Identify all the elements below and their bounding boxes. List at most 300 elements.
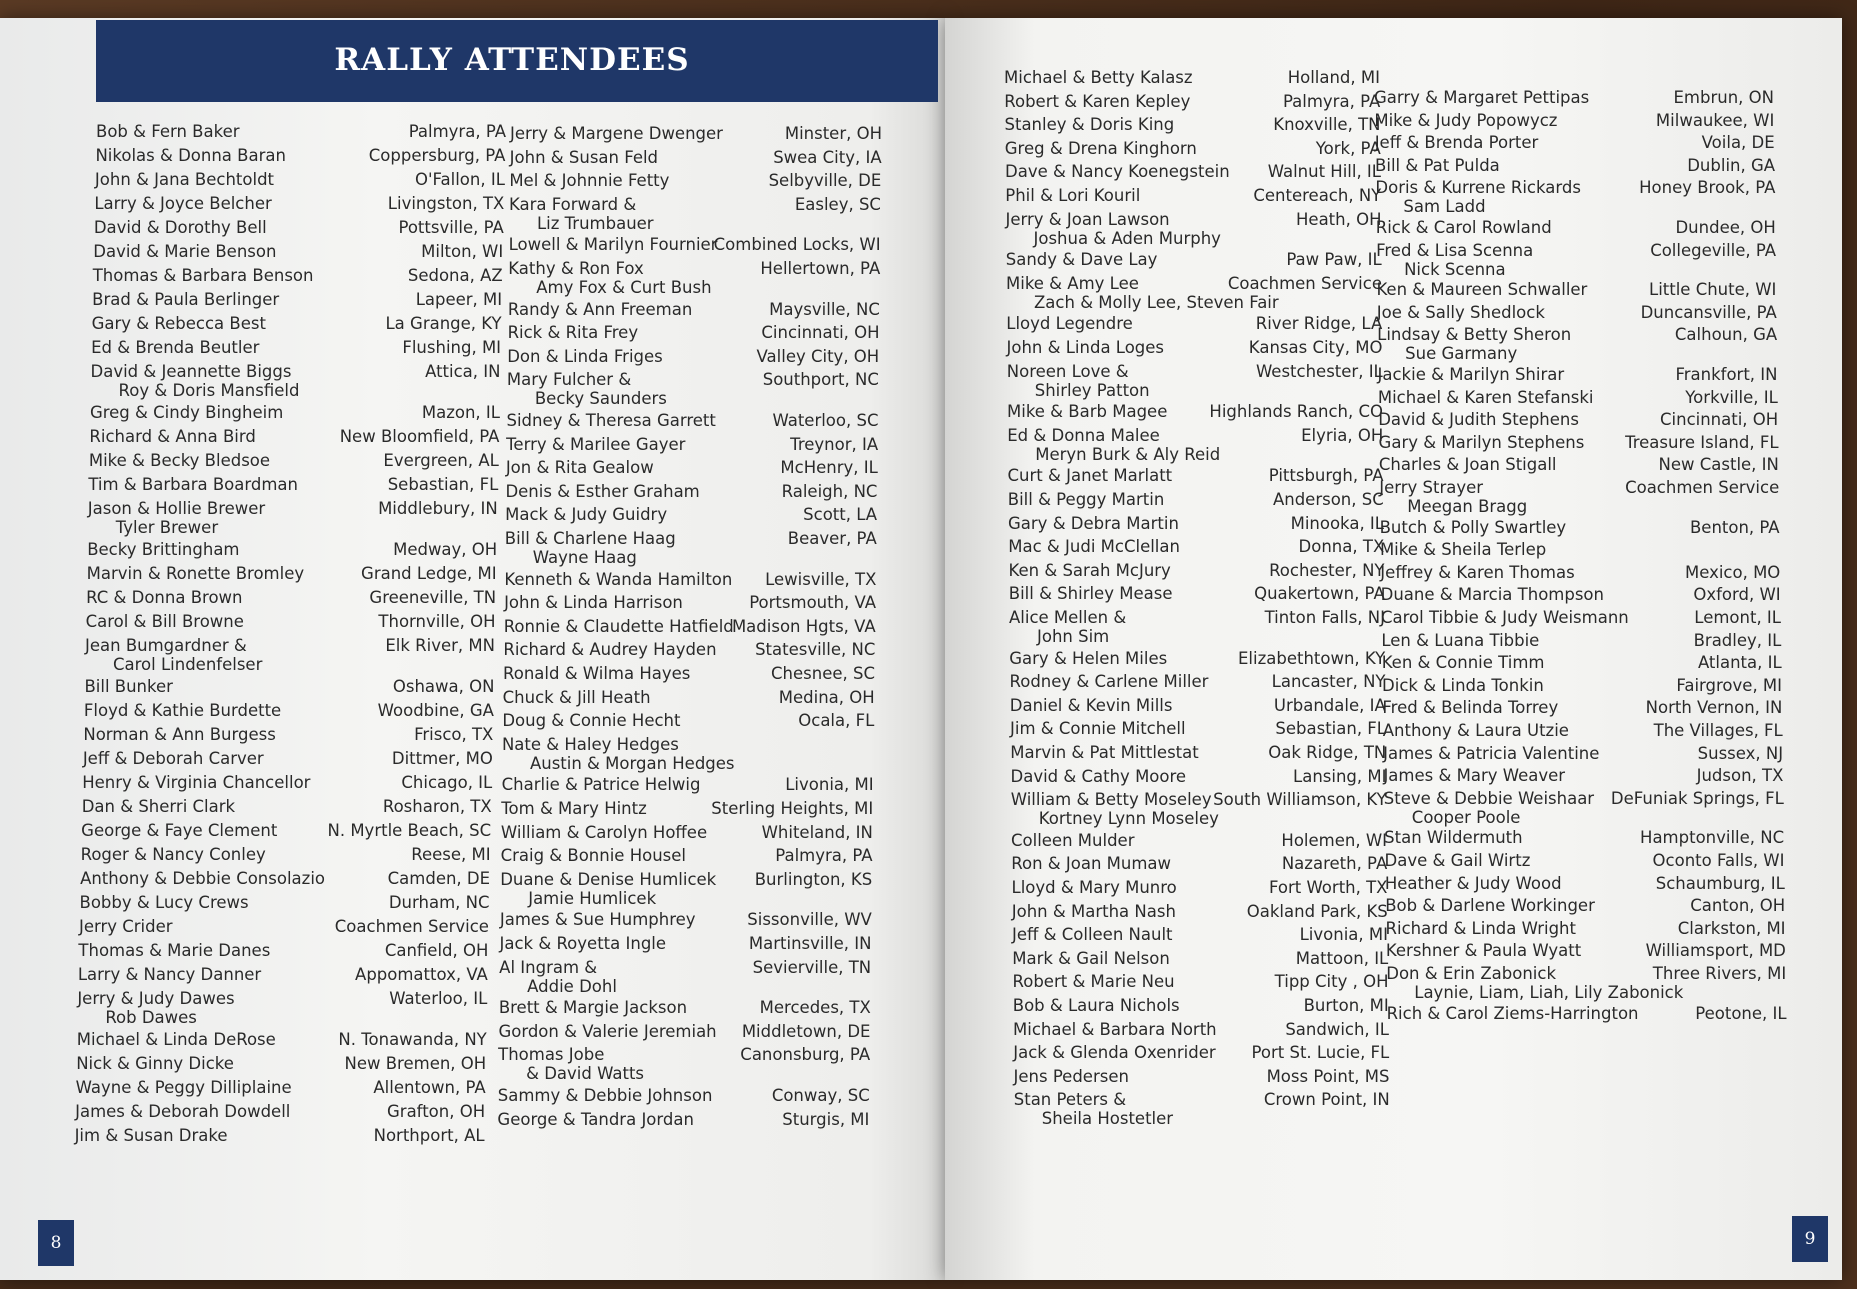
attendee-city: Easley, SC <box>794 194 881 214</box>
attendee-city: Peotone, IL <box>1695 1003 1787 1023</box>
attendee-entry <box>83 725 493 744</box>
attendee-name: Al Ingram & <box>499 957 598 977</box>
attendee-city: Elizabethtown, KY <box>1238 648 1386 668</box>
attendee-city: Frisco, TX <box>414 725 494 744</box>
attendee-name: Bill & Charlene Haag <box>504 529 676 548</box>
attendee-city: Grand Ledge, MI <box>361 564 497 583</box>
attendee-city: Camden, DE <box>387 869 491 888</box>
attendee-additional-names: Amy Fox & Curt Bush <box>536 278 712 297</box>
attendee-city: Lancaster, NY <box>1271 672 1386 692</box>
attendee-name: Garry & Margaret Pettipas <box>1374 88 1590 107</box>
attendee-name: Mack & Judy Guidry <box>505 505 668 525</box>
attendee-name: Michael & Barbara North <box>1013 1019 1217 1039</box>
attendee-city: Kansas City, MO <box>1248 338 1383 357</box>
attendee-entry <box>1378 410 1778 429</box>
attendee-city: Burlington, KS <box>754 869 873 889</box>
attendee-city: Raleigh, NC <box>781 481 878 501</box>
attendee-entry <box>1375 156 1775 175</box>
attendee-city: New Bloomfield, PA <box>339 427 500 446</box>
attendee-city: River Ridge, LA <box>1255 314 1383 334</box>
attendee-additional-names: John Sim <box>1037 627 1110 646</box>
attendee-city: Donna, TX <box>1298 537 1385 557</box>
attendee-city: Duncansville, PA <box>1640 302 1777 322</box>
attendee-entry <box>79 917 489 936</box>
attendee-entry <box>1011 790 1387 828</box>
attendee-city: Sussex, NJ <box>1697 743 1784 763</box>
attendee-entry <box>1006 210 1382 248</box>
attendee-city: Calhoun, GA <box>1674 325 1778 345</box>
attendee-name: Norman & Ann Burgess <box>83 725 276 744</box>
attendee-entry <box>82 797 492 816</box>
attendee-city: Sebastian, FL <box>387 475 499 494</box>
attendee-entry <box>498 1045 870 1083</box>
attendee-name: Alice Mellen & <box>1009 608 1127 627</box>
title-banner <box>96 20 938 102</box>
attendee-city: Maysville, NC <box>769 299 880 319</box>
attendee-entry <box>1375 178 1775 216</box>
attendee-entry <box>78 965 488 984</box>
attendee-name: Bobby & Lucy Crews <box>79 893 249 912</box>
attendee-city: Beaver, PA <box>787 529 877 548</box>
attendee-entry <box>1013 1020 1389 1039</box>
attendee-entry <box>504 593 876 612</box>
attendee-city: Highlands Ranch, CO <box>1209 402 1383 422</box>
attendee-name: Jason & Hollie Brewer <box>87 499 266 518</box>
attendee-city: Mattoon, IL <box>1295 948 1389 968</box>
attendee-name: Jerry & Judy Dawes <box>77 989 235 1008</box>
attendee-name: Lloyd & Mary Munro <box>1011 878 1177 897</box>
attendee-name: Jim & Connie Mitchell <box>1010 719 1186 739</box>
attendee-name: Joe & Sally Shedlock <box>1376 302 1545 322</box>
attendee-entry <box>1008 514 1384 533</box>
attendee-entry <box>1385 896 1785 915</box>
attendee-entry <box>1008 490 1384 509</box>
attendee-city: Holland, MI <box>1287 68 1380 87</box>
attendee-entry <box>1375 133 1775 152</box>
attendee-city: Livonia, MI <box>1299 925 1388 945</box>
page-number-left <box>38 1220 74 1266</box>
attendee-city: Cincinnati, OH <box>1660 410 1779 430</box>
attendee-name: Sidney & Theresa Garrett <box>506 411 716 430</box>
attendee-entry <box>1374 111 1774 130</box>
attendee-name: RC & Donna Brown <box>86 588 243 607</box>
attendee-city: Conway, SC <box>771 1086 870 1105</box>
attendee-name: Mel & Johnnie Fetty <box>509 171 670 191</box>
attendee-name: Mike & Becky Bledsoe <box>88 451 271 470</box>
attendee-city: Medway, OH <box>393 540 498 559</box>
attendee-name: Sammy & Debbie Johnson <box>497 1086 713 1105</box>
attendee-city: Dittmer, MO <box>391 749 493 768</box>
attendee-additional-names: Carol Lindenfelser <box>113 655 263 674</box>
attendee-entry <box>96 122 506 141</box>
attendee-city: Sedona, AZ <box>407 266 503 285</box>
attendee-additional-names: Wayne Haag <box>532 548 637 567</box>
attendee-entry <box>1383 744 1783 763</box>
attendee-name: David & Cathy Moore <box>1010 766 1187 786</box>
attendee-city: New Bremen, OH <box>344 1054 487 1073</box>
attendee-name: John & Linda Loges <box>1006 338 1165 357</box>
attendee-name: Larry & Joyce Belcher <box>94 194 272 213</box>
attendee-entry <box>498 1086 870 1105</box>
attendee-name: Phil & Lori Kouril <box>1005 186 1141 205</box>
attendee-city: Voila, DE <box>1701 133 1775 153</box>
attendee-name: Bob & Fern Baker <box>96 122 240 141</box>
attendee-name: Stanley & Doris King <box>1004 115 1175 135</box>
attendee-city: Atlanta, IL <box>1697 653 1782 673</box>
attendee-city: Milton, WI <box>421 242 504 261</box>
attendee-city: Oconto Falls, WI <box>1652 851 1785 870</box>
attendee-entry <box>1381 585 1781 604</box>
attendee-city: Medina, OH <box>778 687 875 707</box>
attendee-entry <box>503 664 875 683</box>
attendee-city: Benton, PA <box>1689 517 1780 537</box>
attendee-name: Don & Linda Friges <box>507 346 663 366</box>
attendee-entry <box>1013 1043 1389 1062</box>
attendee-city: La Grange, KY <box>385 314 502 333</box>
attendee-name: Ronnie & Claudette Hatfield <box>503 616 734 636</box>
attendee-additional-names: Zach & Molly Lee, Steven Fair <box>1034 292 1279 312</box>
attendee-name: David & Dorothy Bell <box>93 218 267 237</box>
attendee-city: Palmyra, PA <box>408 122 506 141</box>
attendee-city: Bradley, IL <box>1693 630 1782 650</box>
attendee-name: Duane & Denise Humlicek <box>500 869 717 889</box>
attendee-name: David & Jeannette Biggs <box>90 362 292 381</box>
attendee-name: Jon & Rita Gealow <box>505 458 654 478</box>
attendee-name: Jeff & Deborah Carver <box>82 749 264 768</box>
attendee-entry <box>87 540 497 559</box>
attendee-name: Thomas & Barbara Benson <box>92 266 314 285</box>
attendee-city: Evergreen, AL <box>383 451 499 470</box>
attendee-name: William & Betty Moseley <box>1010 790 1212 810</box>
attendee-name: James & Mary Weaver <box>1383 766 1566 786</box>
attendee-name: Ken & Sarah McJury <box>1008 560 1171 580</box>
attendee-entry <box>1010 696 1386 715</box>
attendee-entry <box>510 148 882 167</box>
attendee-name: Thomas Jobe <box>498 1045 605 1065</box>
attendee-name: Becky Brittingham <box>87 540 240 559</box>
attendee-city: Statesville, NC <box>755 640 876 660</box>
attendee-city: New Castle, IN <box>1658 455 1779 475</box>
attendee-entry <box>500 910 872 929</box>
attendee-entry <box>509 195 881 233</box>
attendee-name: Greg & Drena Kinghorn <box>1004 138 1197 158</box>
attendee-city: Attica, IN <box>425 362 501 381</box>
attendee-name: Jim & Susan Drake <box>74 1126 228 1145</box>
attendee-entry <box>508 323 880 342</box>
attendee-city: Honey Brook, PA <box>1639 178 1776 198</box>
attendee-entry <box>83 749 493 768</box>
attendee-entry <box>1382 653 1782 672</box>
attendee-city: Northport, AL <box>373 1126 485 1145</box>
attendee-additional-names: Joshua & Aden Murphy <box>1033 228 1221 248</box>
attendee-city: Milwaukee, WI <box>1655 110 1775 130</box>
attendee-additional-names: Shirley Patton <box>1034 380 1150 400</box>
attendee-name: Terry & Marilee Gayer <box>506 434 686 454</box>
attendee-city: Treasure Island, FL <box>1625 432 1779 452</box>
attendee-city: Dundee, OH <box>1675 218 1776 237</box>
attendee-additional-names: Laynie, Liam, Liah, Lily Zabonick <box>1414 983 1684 1002</box>
attendee-city: Coachmen Service <box>1625 478 1780 497</box>
attendee-entry <box>1014 1067 1390 1086</box>
attendee-city: Sterling Heights, MI <box>711 799 874 818</box>
attendee-name: Curt & Janet Marlatt <box>1007 466 1173 486</box>
attendee-name: Wayne & Peggy Dilliplaine <box>75 1078 292 1097</box>
attendee-name: Rick & Carol Rowland <box>1375 218 1552 237</box>
attendee-name: Gary & Rebecca Best <box>91 314 266 333</box>
attendee-entry <box>1005 139 1381 158</box>
attendee-entry <box>1381 608 1781 627</box>
attendee-name: Kathy & Ron Fox <box>508 259 644 278</box>
attendee-city: Quakertown, PA <box>1254 584 1385 604</box>
attendee-entry <box>93 266 503 285</box>
attendee-city: Williamsport, MD <box>1645 941 1786 961</box>
attendee-entry <box>506 435 878 454</box>
attendee-entry <box>1005 115 1381 134</box>
attendee-name: Brad & Paula Berlinger <box>92 290 280 309</box>
attendee-entry <box>95 170 505 189</box>
attendee-city: Palmyra, PA <box>775 846 873 866</box>
attendee-city: Embrun, ON <box>1673 88 1774 107</box>
attendee-city: South Williamson, KY <box>1213 790 1387 810</box>
attendee-entry <box>504 617 876 636</box>
attendee-name: Noreen Love & <box>1006 361 1129 381</box>
attendee-city: Holemen, WI <box>1281 830 1387 850</box>
attendee-name: Robert & Karen Kepley <box>1004 91 1191 111</box>
attendee-city: Collegeville, PA <box>1650 240 1777 260</box>
attendee-entry <box>1380 540 1780 559</box>
attendee-entry <box>84 701 494 720</box>
attendee-name: Bob & Laura Nichols <box>1012 996 1180 1015</box>
attendee-entry <box>499 958 871 996</box>
attendee-city: Durham, NC <box>388 893 490 912</box>
attendee-city: O'Fallon, IL <box>415 170 505 189</box>
attendee-city: Coachmen Service <box>1227 273 1382 293</box>
attendee-name: Lindsay & Betty Sheron <box>1377 325 1572 345</box>
attendee-name: Lowell & Marilyn Fournier <box>508 235 718 255</box>
attendee-city: Treynor, IA <box>790 434 879 454</box>
attendee-name: Carol Tibbie & Judy Weismann <box>1381 608 1629 627</box>
attendee-name: Jack & Glenda Oxenrider <box>1013 1043 1216 1063</box>
attendee-city: Moss Point, MS <box>1266 1066 1390 1086</box>
attendee-name: Nate & Haley Hedges <box>501 734 679 754</box>
attendee-city: Pittsburgh, PA <box>1268 466 1384 486</box>
attendee-city: Martinsville, IN <box>748 934 872 953</box>
attendee-entry <box>505 482 877 501</box>
attendee-entry <box>1007 426 1383 464</box>
attendee-city: Minooka, IL <box>1290 513 1384 533</box>
attendee-entry <box>92 290 502 309</box>
attendee-city: Greeneville, TN <box>369 588 497 607</box>
attendee-city: Whiteland, IN <box>761 822 873 842</box>
attendee-entry <box>94 218 504 237</box>
attendee-city: Urbandale, IA <box>1273 695 1386 715</box>
attendee-entry <box>88 475 498 494</box>
attendee-entry <box>1011 831 1387 850</box>
attendee-name: Lloyd Legendre <box>1006 314 1133 334</box>
attendee-city: Selbyville, DE <box>768 171 882 191</box>
attendee-entry <box>1376 280 1776 299</box>
attendee-name: Gary & Helen Miles <box>1009 648 1168 668</box>
attendee-name: James & Patricia Valentine <box>1383 743 1600 763</box>
attendee-city: Portsmouth, VA <box>749 593 877 613</box>
attendee-entry <box>1005 162 1381 181</box>
attendee-entry <box>76 1078 486 1097</box>
attendee-name: Jean Bumgardner & <box>85 636 247 655</box>
attendee-name: Kara Forward & <box>508 194 637 214</box>
attendee-name: Stan Peters & <box>1013 1090 1127 1110</box>
attendee-additional-names: Liz Trumbauer <box>536 213 654 233</box>
attendee-name: Kershner & Paula Wyatt <box>1385 941 1582 961</box>
attendee-name: Jeff & Colleen Nault <box>1012 925 1173 945</box>
attendee-entry <box>1009 561 1385 580</box>
attendee-city: Tinton Falls, NJ <box>1264 608 1385 627</box>
attendee-name: George & Faye Clement <box>81 821 278 840</box>
attendee-entry <box>1382 676 1782 695</box>
attendee-city: Grafton, OH <box>387 1102 486 1121</box>
attendee-additional-names: Kortney Lynn Moseley <box>1038 809 1219 829</box>
attendee-city: Thornville, OH <box>378 612 496 631</box>
attendee-name: Jerry Strayer <box>1379 478 1484 497</box>
attendee-additional-names: Addie Dohl <box>527 976 617 996</box>
attendee-name: Heather & Judy Wood <box>1384 873 1562 893</box>
attendee-entry <box>1378 388 1778 407</box>
attendee-name: Floyd & Kathie Burdette <box>83 701 282 720</box>
attendee-entry <box>501 799 873 818</box>
attendee-name: Ed & Donna Malee <box>1007 425 1160 445</box>
attendee-entry <box>502 735 874 773</box>
attendee-city: Paw Paw, IL <box>1286 250 1382 270</box>
attendee-entry <box>1005 186 1381 205</box>
attendee-name: James & Deborah Dowdell <box>75 1102 291 1121</box>
attendee-name: Don & Erin Zabonick <box>1386 964 1557 983</box>
attendee-name: Jerry Crider <box>78 917 173 936</box>
attendee-entry <box>81 821 491 840</box>
attendee-name: Brett & Margie Jackson <box>498 998 688 1018</box>
attendee-name: Craig & Bonnie Housel <box>500 846 686 866</box>
attendee-name: Jens Pedersen <box>1013 1066 1129 1086</box>
attendee-entry <box>508 300 880 319</box>
attendee-name: Dan & Sherri Clark <box>81 797 236 816</box>
attendee-entry <box>506 458 878 477</box>
attendee-additional-names: Austin & Morgan Hedges <box>529 753 735 773</box>
attendee-name: Carol & Bill Browne <box>85 612 244 631</box>
attendee-entry <box>1378 365 1778 384</box>
attendee-name: Mac & Judi McClellan <box>1008 537 1180 557</box>
attendee-entry <box>500 870 872 908</box>
attendee-entry <box>1008 466 1384 485</box>
attendee-entry <box>502 711 874 730</box>
attendee-city: Oxford, WI <box>1693 585 1781 605</box>
attendee-additional-names: Rob Dawes <box>105 1008 197 1027</box>
attendee-city: Reese, MI <box>411 845 491 864</box>
attendee-city: Three Rivers, MI <box>1652 964 1787 983</box>
attendee-city: York, PA <box>1315 138 1381 158</box>
attendee-city: Sevierville, TN <box>752 957 872 977</box>
attendee-city: Middlebury, IN <box>378 499 498 518</box>
attendee-entry <box>80 869 490 888</box>
attendee-city: Fairgrove, MI <box>1676 675 1783 695</box>
attendee-entry <box>1380 563 1780 582</box>
attendee-city: Coachmen Service <box>334 917 489 936</box>
attendee-name: Anthony & Debbie Consolazio <box>80 869 325 888</box>
attendee-entry <box>94 194 504 213</box>
attendee-city: Sandwich, IL <box>1285 1019 1389 1039</box>
attendee-entry <box>1010 672 1386 691</box>
attendee-name: Jack & Royetta Ingle <box>499 934 667 953</box>
attendee-city: Canonsburg, PA <box>740 1045 871 1065</box>
attendee-name: David & Judith Stephens <box>1378 410 1579 430</box>
attendee-name: Kenneth & Wanda Hamilton <box>504 569 733 589</box>
attendee-entry <box>1013 996 1389 1015</box>
attendee-city: Port St. Lucie, FL <box>1251 1043 1390 1063</box>
attendee-name: John & Susan Feld <box>509 147 659 167</box>
attendee-city: Frankfort, IN <box>1675 365 1778 384</box>
attendee-additional-names: Meryn Burk & Aly Reid <box>1035 444 1221 464</box>
attendee-name: Randy & Ann Freeman <box>507 299 693 319</box>
attendee-name: Doug & Connie Hecht <box>502 711 681 731</box>
attendee-name: Mary Fulcher & <box>506 370 632 390</box>
attendee-name: Anthony & Laura Utzie <box>1382 721 1569 740</box>
attendee-entry <box>1382 698 1782 717</box>
attendee-city: Hamptonville, NC <box>1640 828 1785 848</box>
attendee-name: Dave & Gail Wirtz <box>1384 851 1531 870</box>
attendee-name: Daniel & Kevin Mills <box>1009 695 1173 715</box>
attendee-name: Steve & Debbie Weishaar <box>1383 788 1595 808</box>
attendee-name: Bill & Pat Pulda <box>1375 155 1500 175</box>
attendee-city: Lewisville, TX <box>765 569 877 589</box>
attendee-entry <box>1007 362 1383 400</box>
attendee-city: Cincinnati, OH <box>761 323 880 343</box>
attendee-additional-names: Sam Ladd <box>1403 197 1486 217</box>
attendee-name: Bill & Shirley Mease <box>1008 584 1173 604</box>
attendee-city: McHenry, IL <box>780 458 878 478</box>
attendee-entry <box>510 124 882 143</box>
attendee-city: Minster, OH <box>784 124 882 143</box>
attendee-entry <box>1006 250 1382 269</box>
attendee-name: Dick & Linda Tonkin <box>1382 675 1544 695</box>
attendee-name: Tom & Mary Hintz <box>501 799 647 818</box>
attendee-city: Allentown, PA <box>373 1078 486 1097</box>
attendee-entry <box>1377 325 1777 363</box>
attendee-entry <box>498 1022 870 1041</box>
attendee-name: Michael & Betty Kalasz <box>1004 68 1193 87</box>
attendee-city: Chesnee, SC <box>771 664 875 683</box>
attendee-city: Middletown, DE <box>741 1021 871 1041</box>
attendee-additional-names: Cooper Poole <box>1411 807 1521 827</box>
attendee-city: Mexico, MO <box>1684 562 1781 582</box>
attendee-city: Schaumburg, IL <box>1655 873 1785 893</box>
attendee-name: John & Linda Harrison <box>504 593 683 613</box>
attendee-name: Colleen Mulder <box>1011 830 1135 850</box>
attendee-entry <box>80 893 490 912</box>
attendee-entry <box>499 998 871 1017</box>
page-title: RALLY ATTENDEES <box>334 42 690 78</box>
attendee-name: Gordon & Valerie Jeremiah <box>498 1021 717 1041</box>
attendee-name: Dave & Nancy Koenegstein <box>1005 162 1230 182</box>
attendee-entry <box>1386 964 1786 1002</box>
attendee-city: Ocala, FL <box>798 711 875 731</box>
attendee-entry <box>75 1102 485 1121</box>
attendee-entry <box>1004 68 1380 87</box>
attendee-entry <box>1379 433 1779 452</box>
attendee-entry <box>1009 608 1385 646</box>
attendee-city: Clarkston, MI <box>1677 918 1786 938</box>
attendee-entry <box>1013 972 1389 991</box>
attendee-name: Roger & Nancy Conley <box>80 845 266 864</box>
attendee-name: Thomas & Marie Danes <box>78 941 271 960</box>
attendee-entry <box>1386 919 1786 938</box>
attendee-entry <box>77 1030 487 1049</box>
